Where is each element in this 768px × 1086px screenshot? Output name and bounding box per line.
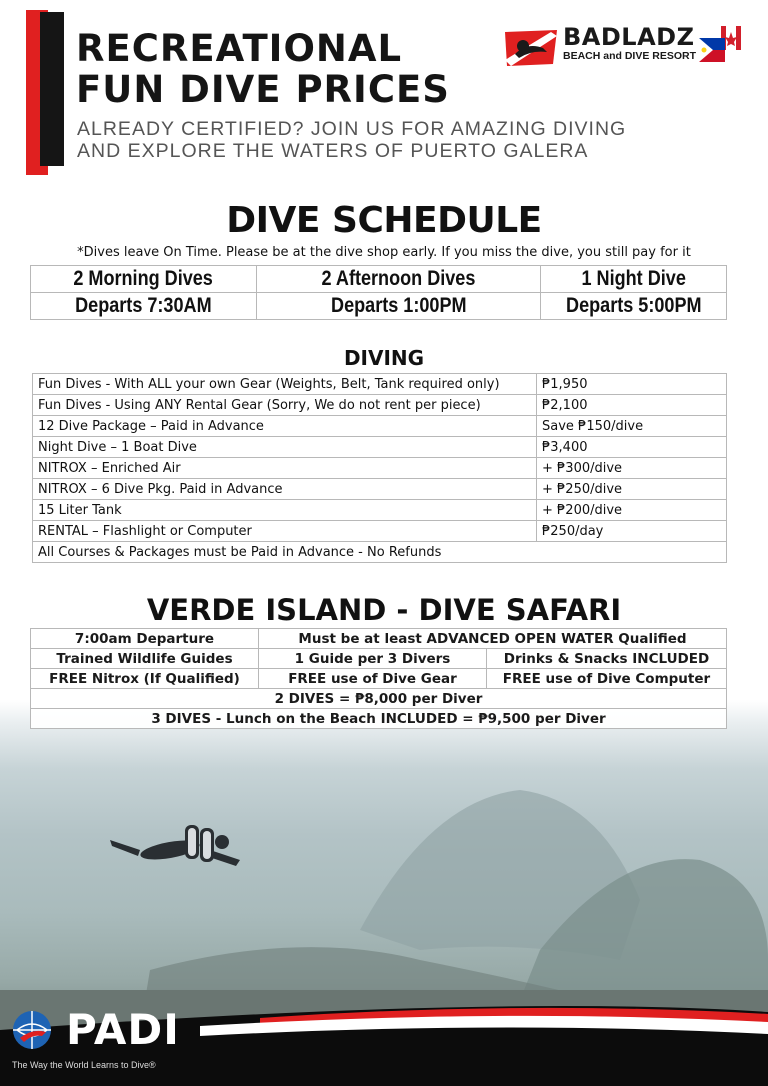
diving-price: ₱3,400 bbox=[537, 437, 727, 458]
verde-island-title: VERDE ISLAND - DIVE SAFARI bbox=[146, 593, 622, 627]
padi-brand: PADI bbox=[66, 1005, 180, 1054]
diving-item: Fun Dives - With ALL your own Gear (Weights, Belt, Tank required only) bbox=[33, 374, 537, 395]
table-row bbox=[33, 458, 727, 479]
accent-bar-black bbox=[40, 12, 64, 166]
verde-cell: Must be at least ADVANCED OPEN WATER Qualified bbox=[259, 629, 727, 649]
diving-price: + ₱250/dive bbox=[537, 479, 727, 500]
diving-item: 15 Liter Tank bbox=[33, 500, 537, 521]
diving-price: Save ₱150/dive bbox=[537, 416, 727, 437]
table-row bbox=[33, 542, 727, 563]
dive-schedule-table bbox=[30, 265, 727, 320]
schedule-cell-night: 1 Night Dive bbox=[541, 266, 727, 293]
table-row bbox=[31, 629, 727, 649]
dive-schedule-note: *Dives leave On Time. Please be at the dive shop early. If you miss the dive, you still pay for it bbox=[77, 245, 691, 260]
diving-price-table bbox=[32, 373, 727, 563]
schedule-cell-afternoon-time: Departs 1:00PM bbox=[257, 293, 541, 320]
diving-price: ₱2,100 bbox=[537, 395, 727, 416]
page-headline bbox=[76, 28, 450, 110]
diving-price: + ₱300/dive bbox=[537, 458, 727, 479]
table-row bbox=[31, 649, 727, 669]
subtitle-line-2: AND EXPLORE THE WATERS OF PUERTO GALERA bbox=[77, 140, 589, 162]
verde-cell: FREE use of Dive Gear bbox=[259, 669, 487, 689]
table-row bbox=[33, 500, 727, 521]
diving-item: NITROX – Enriched Air bbox=[33, 458, 537, 479]
padi-globe-diver-icon bbox=[12, 1010, 52, 1050]
table-row bbox=[33, 395, 727, 416]
resort-tagline: BEACH and DIVE RESORT bbox=[563, 50, 697, 62]
subtitle-line-1: ALREADY CERTIFIED? JOIN US FOR AMAZING DIVING bbox=[77, 118, 627, 140]
schedule-cell-afternoon: 2 Afternoon Dives bbox=[257, 266, 541, 293]
verde-cell: Trained Wildlife Guides bbox=[31, 649, 259, 669]
table-row bbox=[33, 479, 727, 500]
verde-cell: 7:00am Departure bbox=[31, 629, 259, 649]
verde-cell: Drinks & Snacks INCLUDED bbox=[487, 649, 727, 669]
headline-line-2: FUN DIVE PRICES bbox=[76, 68, 450, 111]
verde-cell: FREE use of Dive Computer bbox=[487, 669, 727, 689]
verde-cell: 1 Guide per 3 Divers bbox=[259, 649, 487, 669]
padi-tagline: The Way the World Learns to Dive® bbox=[12, 1060, 156, 1070]
schedule-cell-morning-time: Departs 7:30AM bbox=[31, 293, 257, 320]
diving-item: Fun Dives - Using ANY Rental Gear (Sorry, We do not rent per piece) bbox=[33, 395, 537, 416]
diving-price: ₱250/day bbox=[537, 521, 727, 542]
table-row bbox=[31, 669, 727, 689]
dive-flag-diver-icon bbox=[503, 28, 559, 68]
page-subtitle bbox=[77, 118, 626, 162]
verde-price-3-dives: 3 DIVES - Lunch on the Beach INCLUDED = ₱9,500 per Diver bbox=[31, 709, 727, 729]
table-row bbox=[33, 416, 727, 437]
diving-price: ₱1,950 bbox=[537, 374, 727, 395]
headline-line-1: RECREATIONAL bbox=[76, 27, 403, 70]
resort-name: BADLADZ bbox=[563, 23, 695, 51]
verde-price-2-dives: 2 DIVES = ₱8,000 per Diver bbox=[31, 689, 727, 709]
diving-price: + ₱200/dive bbox=[537, 500, 727, 521]
diving-item: NITROX – 6 Dive Pkg. Paid in Advance bbox=[33, 479, 537, 500]
diving-item: 12 Dive Package – Paid in Advance bbox=[33, 416, 537, 437]
dive-schedule-title: DIVE SCHEDULE bbox=[226, 200, 542, 241]
diving-item: RENTAL – Flashlight or Computer bbox=[33, 521, 537, 542]
resort-logo bbox=[503, 24, 743, 70]
table-row bbox=[33, 437, 727, 458]
table-row bbox=[33, 521, 727, 542]
table-row bbox=[31, 266, 727, 293]
table-row bbox=[31, 709, 727, 729]
table-row bbox=[31, 689, 727, 709]
philippines-canada-flags-icon bbox=[699, 24, 743, 64]
diving-footer-note: All Courses & Packages must be Paid in Advance - No Refunds bbox=[33, 542, 727, 563]
verde-cell: FREE Nitrox (If Qualified) bbox=[31, 669, 259, 689]
table-row bbox=[33, 374, 727, 395]
diving-item: Night Dive – 1 Boat Dive bbox=[33, 437, 537, 458]
schedule-cell-morning: 2 Morning Dives bbox=[31, 266, 257, 293]
diving-title: DIVING bbox=[343, 346, 425, 370]
schedule-cell-night-time: Departs 5:00PM bbox=[541, 293, 727, 320]
verde-island-table bbox=[30, 628, 727, 729]
table-row bbox=[31, 293, 727, 320]
